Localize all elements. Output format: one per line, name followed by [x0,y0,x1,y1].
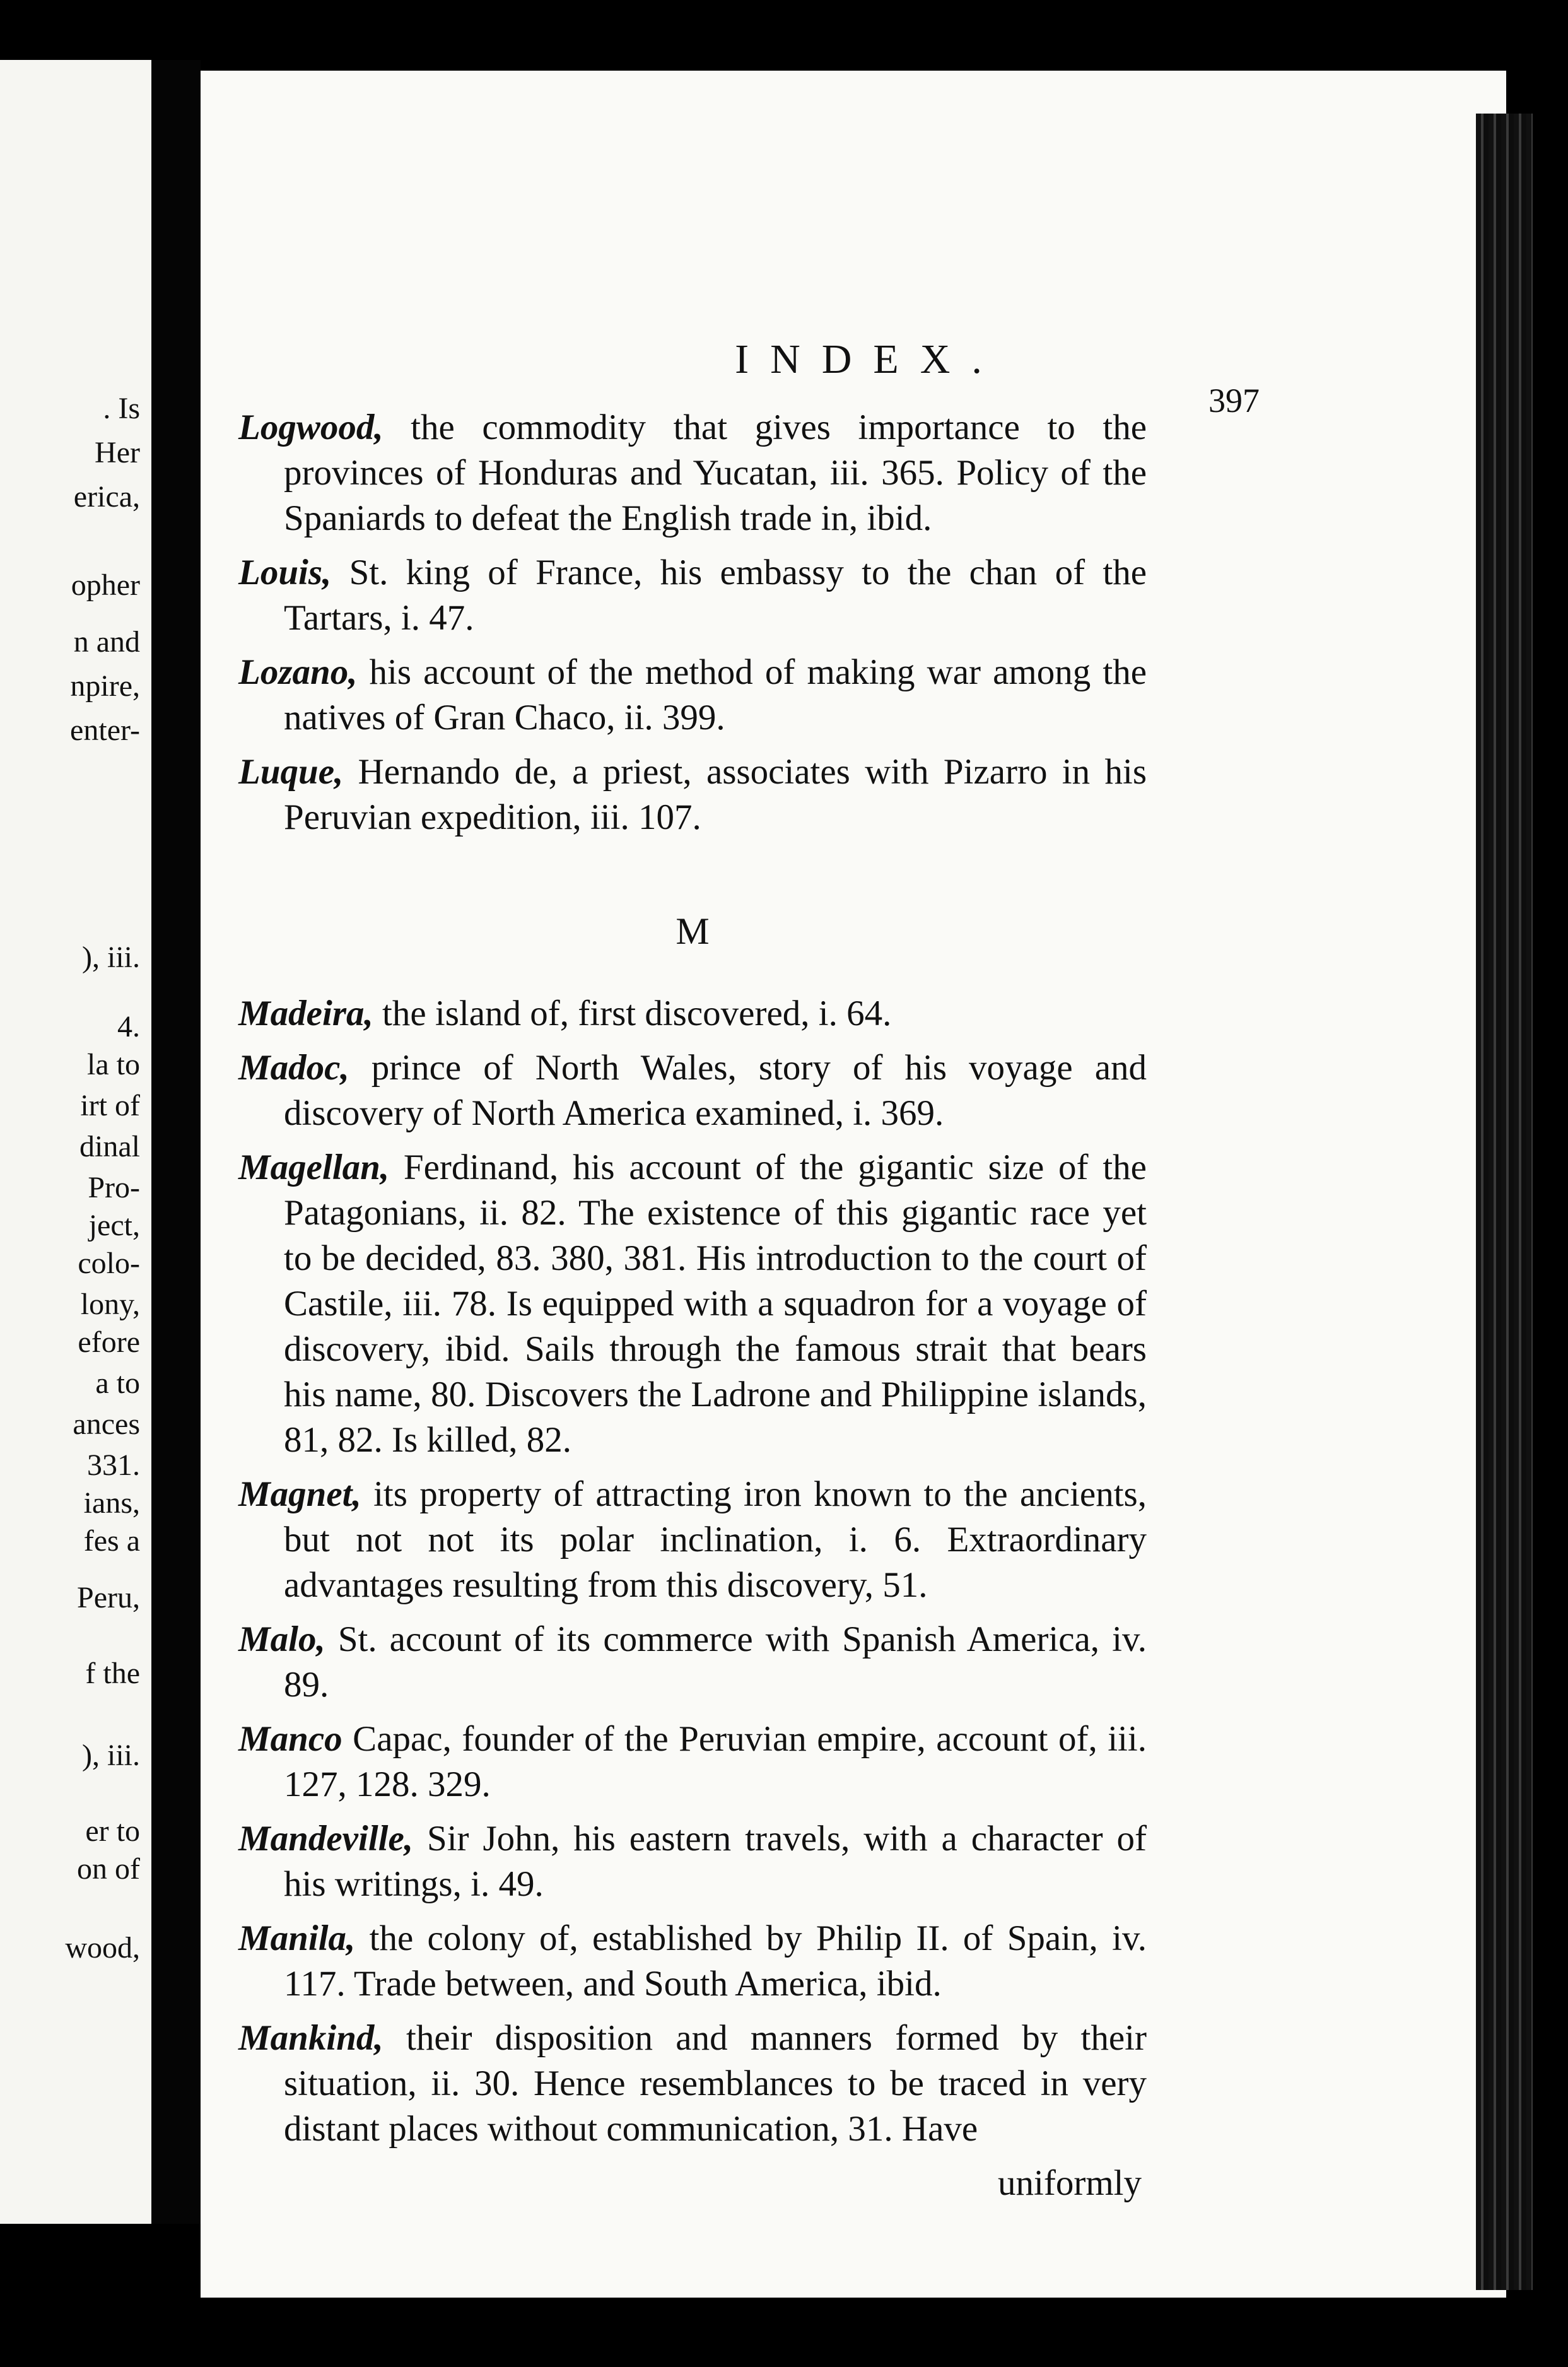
left-page-fragment: la to [87,1048,140,1081]
index-entries [238,405,1147,2206]
left-page-fragment: erica, [73,480,140,514]
left-facing-page [0,60,151,2224]
index-entry [238,991,1147,1037]
index-entry [238,650,1147,741]
left-page-fragment: fes a [83,1524,140,1558]
index-entry [238,749,1147,840]
entry-text: his account of the method of making war among the natives of Gran Chaco, ii. 399. [284,652,1147,737]
left-page-fragment: npire, [70,669,140,703]
section-letter: M [676,910,710,952]
entry-headword: Manila, [238,1918,356,1958]
index-entry [238,1816,1147,1907]
running-head: INDEX. [735,336,1003,382]
left-page-fragment: wood, [65,1931,140,1965]
left-page-fragment: ances [73,1407,140,1441]
entry-text: the commodity that gives importance to the provinces of Honduras and Yucatan, iii. 365. Policy of the Spaniards to defeat the English trade in, ibid. [284,408,1147,538]
entry-text: Sir John, his eastern travels, with a character of his writings, i. 49. [284,1819,1147,1904]
left-page-fragment: f the [85,1657,140,1690]
entry-text: the island of, first discovered, i. 64. [373,994,892,1033]
entry-headword: Logwood, [238,408,383,447]
left-page-fragment: ians, [83,1486,140,1520]
page-edge-shadow [1476,114,1533,2290]
index-entry [238,405,1147,541]
entry-headword: Madoc, [238,1048,349,1088]
entry-headword: Manco [238,1719,342,1759]
entries-m-group [238,991,1147,2152]
left-page-fragment: ), iii. [82,941,140,974]
entry-headword: Malo, [238,1619,325,1659]
entry-text: St. account of its commerce with Spanish America, iv. 89. [284,1619,1147,1705]
left-page-fragment: irt of [80,1089,140,1122]
index-entry [238,1045,1147,1136]
index-entry [238,550,1147,641]
left-page-fragment: on of [77,1852,140,1886]
index-entry [238,1145,1147,1463]
entry-headword: Lozano, [238,652,358,692]
left-page-fragment: ), iii. [82,1739,140,1772]
left-page-fragment: . Is [103,392,140,425]
left-page-fragment: n and [73,625,140,659]
left-page-fragment: opher [71,568,140,602]
entry-text: their disposition and manners formed by their situation, ii. 30. Hence resemblances to be traced in very distant places without communication, 31. Have [284,2018,1147,2149]
left-page-fragment: Peru, [77,1581,140,1614]
left-page-fragment: enter- [70,714,140,747]
entry-text: the colony of, established by Philip II. of Spain, iv. 117. Trade between, and South America, ibid. [284,1918,1147,2004]
entry-text: prince of North Wales, story of his voyage and discovery of North America examined, i. 369. [284,1048,1147,1133]
index-entry [238,2016,1147,2152]
entry-headword: Luque, [238,752,344,792]
entries-l-group [238,405,1147,840]
entry-headword: Louis, [238,553,332,592]
left-page-fragment: dinal [79,1130,140,1163]
entry-headword: Magellan, [238,1148,390,1187]
entry-text: Ferdinand, his account of the gigantic size of the Patagonians, ii. 82. The existence of this gigantic race yet to be decided, 83. 380, 381. His introduction to the court of Castile, iii. 78. Is equipped with a squadron for a voyage of discovery, ibid. Sails through the famous strait that bears his name, 80. Discovers the Ladrone and Philippine islands, 81, 82. Is killed, 82. [284,1148,1147,1460]
left-page-fragment: a to [95,1366,140,1400]
left-page-fragment: Her [95,436,140,469]
left-page-fragment: er to [85,1814,140,1848]
entry-text: Hernando de, a priest, associates with Pizarro in his Peruvian expedition, iii. 107. [284,752,1147,837]
index-entry [238,1916,1147,2007]
entry-headword: Mankind, [238,2018,383,2058]
left-page-fragment: ject, [88,1209,140,1242]
entry-text: its property of attracting iron known to the ancients, but not not its polar inclination, i. 6. Extraordinary advantages resulting from this discovery, 51. [284,1474,1147,1605]
left-page-fragment: 331. [87,1448,140,1482]
entry-headword: Madeira, [238,994,373,1033]
index-entry [238,1472,1147,1608]
left-page-fragment: lony, [80,1288,140,1321]
book-gutter [151,60,201,2224]
left-page-fragment: colo- [78,1247,140,1280]
entry-headword: Mandeville, [238,1819,414,1859]
entry-headword: Magnet, [238,1474,361,1514]
index-entry [238,1717,1147,1807]
index-entry [238,1617,1147,1708]
entry-text: St. king of France, his embassy to the chan of the Tartars, i. 47. [284,553,1147,638]
left-page-fragment: efore [78,1325,140,1359]
left-page-fragment: Pro- [88,1171,140,1204]
left-page-fragment: 4. [117,1010,140,1043]
catchword: uniformly [998,2163,1142,2203]
page-number: 397 [1208,382,1260,420]
entry-text: Capac, founder of the Peruvian empire, account of, iii. 127, 128. 329. [284,1719,1147,1804]
index-page [201,71,1506,2298]
